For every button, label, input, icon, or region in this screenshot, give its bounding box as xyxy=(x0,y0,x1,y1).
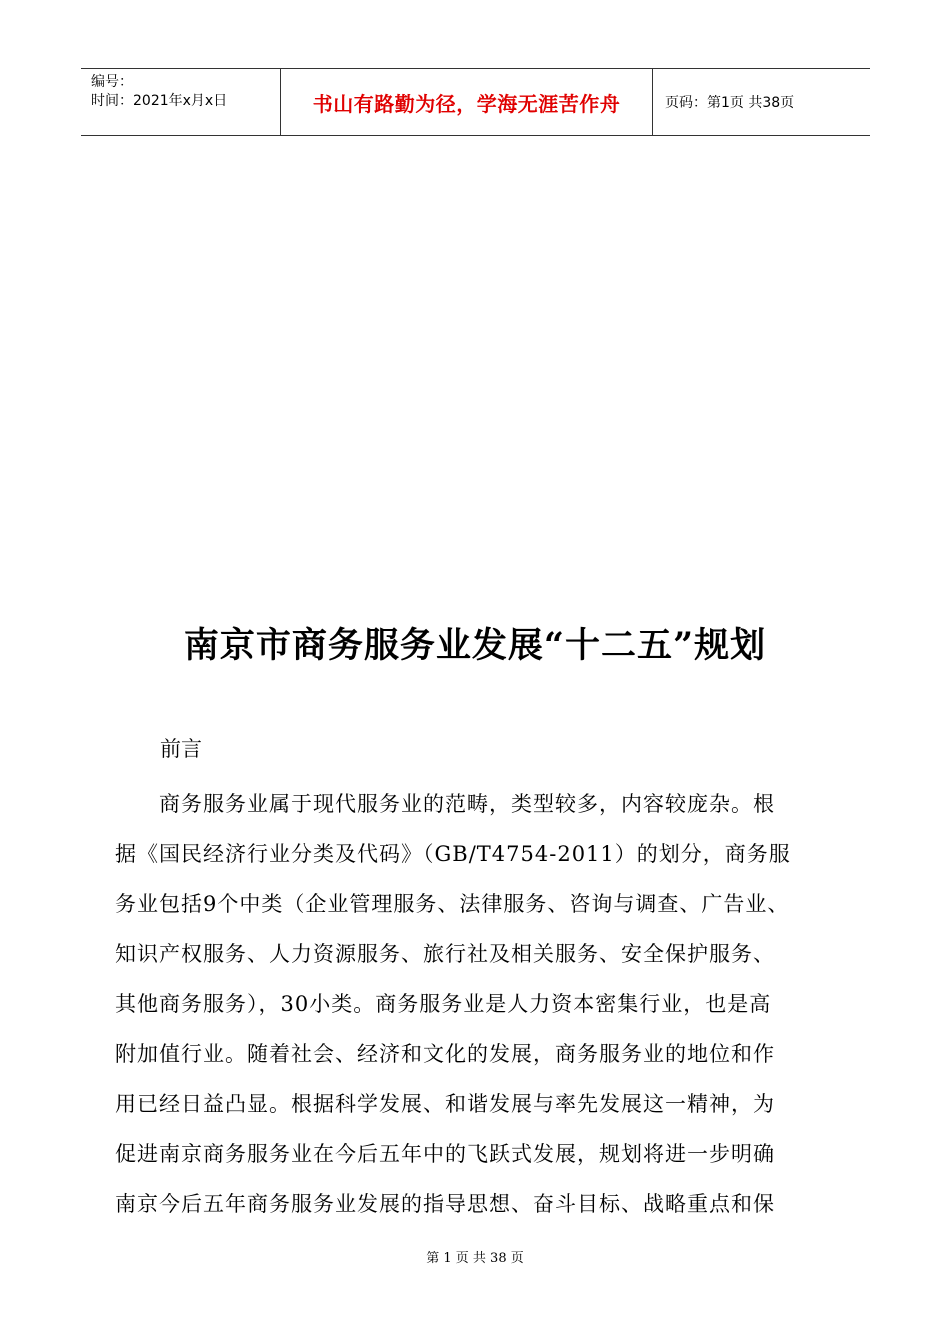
header-motto: 书山有路勤为径，学海无涯苦作舟 xyxy=(281,69,653,135)
paragraph-line: 用已经日益凸显。根据科学发展、和谐发展与率先发展这一精神，为 xyxy=(115,1092,775,1116)
paragraph-line: 附加值行业。随着社会、经济和文化的发展，商务服务业的地位和作 xyxy=(115,1042,775,1066)
body-paragraph xyxy=(115,779,850,1229)
section-heading: 前言 xyxy=(160,737,202,761)
paragraph-line: 促进南京商务服务业在今后五年中的飞跃式发展，规划将进一步明确 xyxy=(115,1142,775,1166)
paragraph-line: 商务服务业属于现代服务业的范畴，类型较多，内容较庞杂。根 xyxy=(115,792,775,816)
paragraph-line: 务业包括9个中类（企业管理服务、法律服务、咨询与调查、广告业、 xyxy=(115,892,790,916)
page-footer: 第 1 页 共 38 页 xyxy=(426,1251,524,1266)
paragraph-line: 其他商务服务），30小类。商务服务业是人力资本密集行业，也是高 xyxy=(115,992,772,1016)
paragraph-line: 南京今后五年商务服务业发展的指导思想、奋斗目标、战略重点和保 xyxy=(115,1192,775,1216)
paragraph-line: 据《国民经济行业分类及代码》（GB/T4754-2011）的划分，商务服 xyxy=(115,842,791,866)
paragraph-line: 知识产权服务、人力资源服务、旅行社及相关服务、安全保护服务、 xyxy=(115,942,775,966)
page-header xyxy=(81,68,870,136)
header-meta xyxy=(81,69,281,135)
time-label: 时间：2021年x月x日 xyxy=(91,93,228,109)
number-label: 编号： xyxy=(91,74,133,90)
document-title: 南京市商务服务业发展“十二五”规划 xyxy=(183,625,767,666)
header-page-info: 页码：第1页 共38页 xyxy=(665,95,795,111)
